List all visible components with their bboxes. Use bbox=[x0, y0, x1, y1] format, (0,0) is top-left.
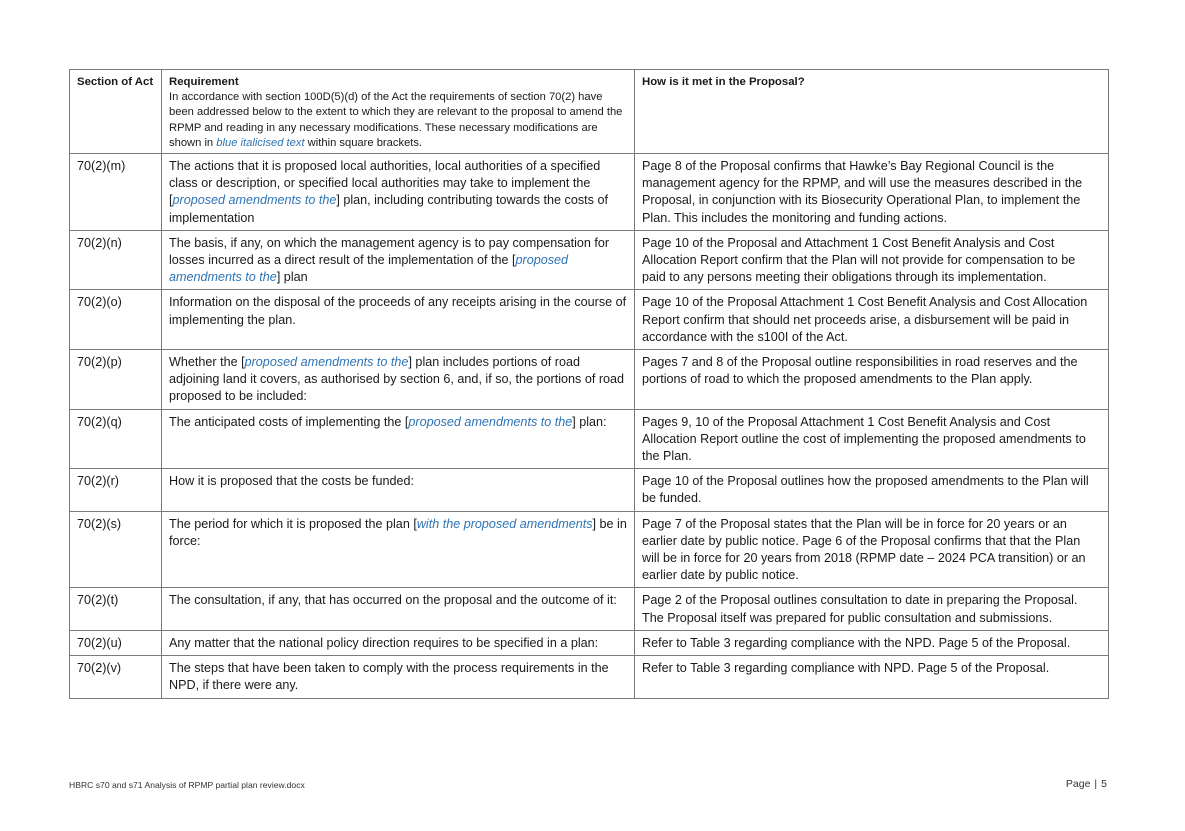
note-text-end: within square brackets. bbox=[304, 136, 423, 149]
note-blue-text: blue italicised text bbox=[216, 136, 305, 149]
requirement-modification-text: proposed amendments to the bbox=[172, 193, 337, 208]
requirement-cell bbox=[162, 469, 635, 511]
requirement-text-end: ] plan, including contributing towards the costs of implementation bbox=[169, 193, 608, 225]
requirement-text: The consultation, if any, that has occurred on the proposal and the outcome of it: bbox=[169, 593, 617, 608]
table-row bbox=[70, 230, 1109, 290]
requirement-cell bbox=[162, 511, 635, 588]
requirement-header-note bbox=[169, 90, 627, 151]
section-column-header bbox=[70, 70, 162, 154]
requirement-text-end: ] plan includes portions of road adjoining land it covers, as authorised by section 6, and, if so, the portions of road proposed to be included: bbox=[169, 355, 625, 404]
table-row bbox=[70, 290, 1109, 350]
requirement-modification-text: with the proposed amendments bbox=[416, 516, 593, 531]
requirement-cell bbox=[162, 230, 635, 290]
requirement-text: The steps that have been taken to comply with the process requirements in the NPD, if there were any. bbox=[169, 661, 609, 693]
requirement-text: Whether the [ bbox=[169, 355, 245, 370]
table-row bbox=[70, 511, 1109, 588]
requirement-text: Any matter that the national policy direction requires to be specified in a plan: bbox=[169, 635, 599, 650]
table-row bbox=[70, 469, 1109, 511]
requirement-text: The period for which it is proposed the plan [ bbox=[169, 516, 417, 531]
footer-page-number bbox=[1066, 778, 1107, 790]
met-cell: Refer to Table 3 regarding compliance with the NPD. Page 5 of the Proposal. bbox=[635, 630, 1109, 655]
page-label: Page bbox=[1065, 778, 1091, 790]
requirement-cell bbox=[162, 290, 635, 350]
requirement-cell bbox=[162, 154, 635, 231]
met-header-label: How is it met in the Proposal? bbox=[642, 76, 805, 88]
section-cell: 70(2)(m) bbox=[70, 154, 162, 231]
requirement-modification-text: proposed amendments to the bbox=[244, 355, 409, 370]
met-cell: Page 2 of the Proposal outlines consultation to date in preparing the Proposal. The Proposal itself was prepared for public consultation and submissions. bbox=[635, 588, 1109, 630]
requirement-cell bbox=[162, 588, 635, 630]
table-row bbox=[70, 154, 1109, 231]
section-cell: 70(2)(r) bbox=[70, 469, 162, 511]
page-number: 5 bbox=[1101, 778, 1107, 790]
requirement-column-header bbox=[162, 70, 635, 154]
section-cell: 70(2)(v) bbox=[70, 656, 162, 698]
requirement-text-end: ] plan bbox=[276, 270, 308, 285]
requirements-table bbox=[69, 69, 1109, 699]
met-cell: Page 10 of the Proposal and Attachment 1 Cost Benefit Analysis and Cost Allocation Report confirm that the Plan will not provide for compensation to be paid to any persons meeting their obligations through its implementation. bbox=[635, 230, 1109, 290]
met-cell: Page 7 of the Proposal states that the Plan will be in force for 20 years or an earlier date by public notice. Page 6 of the Proposal confirms that that the Plan will be in force for 20 years from 2018 (RPMP date – 2024 PCA transition) or an earlier date by public notice. bbox=[635, 511, 1109, 588]
table-row bbox=[70, 656, 1109, 698]
requirement-text: How it is proposed that the costs be funded: bbox=[169, 474, 415, 489]
table-body bbox=[70, 154, 1109, 698]
met-cell: Page 10 of the Proposal Attachment 1 Cost Benefit Analysis and Cost Allocation Report confirm that should net proceeds arise, a disbursement will be paid in accordance with the s100I of the Act. bbox=[635, 290, 1109, 350]
requirement-text: The anticipated costs of implementing the [ bbox=[169, 414, 409, 429]
requirement-text: The actions that it is proposed local authorities, local authorities of a specified class or description, or specified local authorities may take to implement the [ bbox=[169, 159, 601, 208]
met-cell: Pages 9, 10 of the Proposal Attachment 1 Cost Benefit Analysis and Cost Allocation Report outline the cost of implementing the proposed amendments to the Plan. bbox=[635, 409, 1109, 469]
met-column-header bbox=[635, 70, 1109, 154]
table-header-row bbox=[70, 70, 1109, 154]
section-cell: 70(2)(p) bbox=[70, 350, 162, 410]
requirement-cell bbox=[162, 656, 635, 698]
section-header-label: Section of Act bbox=[77, 76, 154, 88]
met-cell: Pages 7 and 8 of the Proposal outline responsibilities in road reserves and the portions of road to which the proposed amendments to the Plan apply. bbox=[635, 350, 1109, 410]
note-text: In accordance with section 100D(5)(d) of the Act the requirements of section 70(2) have been addressed below to the extent to which they are relevant to the proposal to amend the RPMP and reading in any necessary modifications. These necessary modifications are shown in bbox=[169, 91, 623, 149]
section-cell: 70(2)(t) bbox=[70, 588, 162, 630]
table-row bbox=[70, 409, 1109, 469]
section-cell: 70(2)(n) bbox=[70, 230, 162, 290]
requirement-text: Information on the disposal of the proceeds of any receipts arising in the course of implementing the plan. bbox=[169, 295, 627, 327]
table-row bbox=[70, 588, 1109, 630]
requirement-text-end: ] plan: bbox=[572, 414, 607, 429]
met-cell: Page 10 of the Proposal outlines how the proposed amendments to the Plan will be funded. bbox=[635, 469, 1109, 511]
requirement-modification-text: proposed amendments to the bbox=[408, 414, 573, 429]
section-cell: 70(2)(o) bbox=[70, 290, 162, 350]
requirement-header-label: Requirement bbox=[169, 76, 239, 88]
requirement-cell bbox=[162, 350, 635, 410]
footer-filename: HBRC s70 and s71 Analysis of RPMP partial plan review.docx bbox=[69, 780, 305, 790]
section-cell: 70(2)(u) bbox=[70, 630, 162, 655]
requirement-modification-text: proposed amendments to the bbox=[169, 253, 569, 285]
requirement-cell bbox=[162, 630, 635, 655]
met-cell: Page 8 of the Proposal confirms that Hawke’s Bay Regional Council is the management agency for the RPMP, and will use the measures described in the Proposal, in conjunction with its Biosecurity Operational Plan, to implement the Plan. This includes the monitoring and funding actions. bbox=[635, 154, 1109, 231]
requirement-text: The basis, if any, on which the management agency is to pay compensation for losses incurred as a direct result of the implementation of the [ bbox=[169, 235, 610, 268]
section-cell: 70(2)(s) bbox=[70, 511, 162, 588]
met-cell: Refer to Table 3 regarding compliance with NPD. Page 5 of the Proposal. bbox=[635, 656, 1109, 698]
page-separator: | bbox=[1094, 778, 1098, 790]
table-row bbox=[70, 630, 1109, 655]
table-row bbox=[70, 350, 1109, 410]
section-cell: 70(2)(q) bbox=[70, 409, 162, 469]
requirement-cell bbox=[162, 409, 635, 469]
requirement-text-end: ] be in force: bbox=[169, 516, 627, 548]
